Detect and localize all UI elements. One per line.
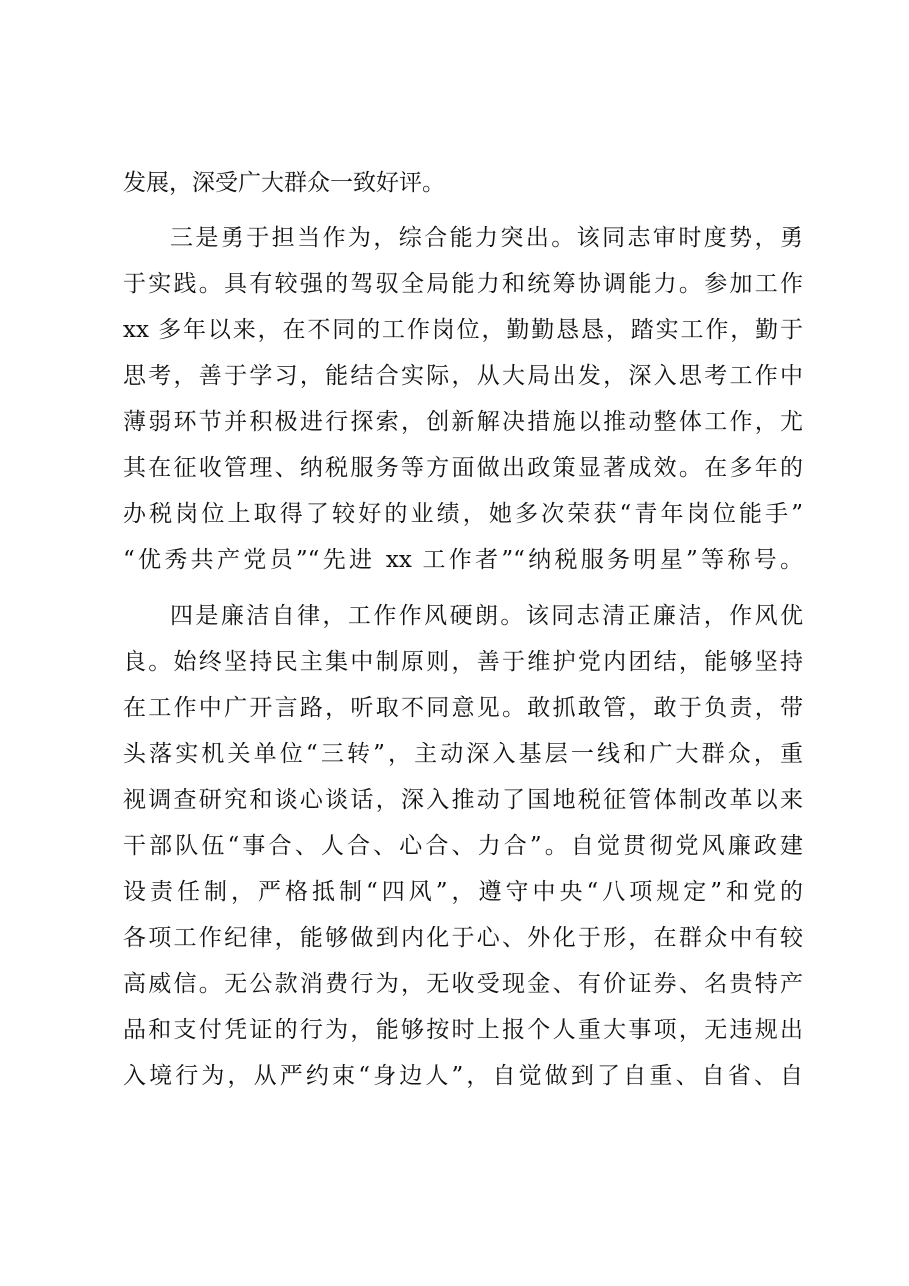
text-line-7: 其在征收管理、纳税服务等方面做出政策显著成效。在多年的 [123, 455, 803, 481]
text-line-9: “优秀共产党员”“先进 xx 工作者”“纳税服务明星”等称号。 [123, 547, 803, 573]
text-line-8: 办税岗位上取得了较好的业绩，她多次荣获“青年岗位能手” [123, 501, 803, 527]
text-line-3: 于实践。具有较强的驾驭全局能力和统筹协调能力。参加工作 [123, 271, 803, 297]
paragraph-3-first-line: 三是勇于担当作为，综合能力突出。该同志审时度势，勇 [170, 225, 803, 251]
paragraph-4-first-line: 四是廉洁自律，工作作风硬朗。该同志清正廉洁，作风优 [170, 603, 803, 629]
text-line-19: 品和支付凭证的行为，能够按时上报个人重大事项，无违规出 [123, 1017, 803, 1043]
text-line-20: 入境行为，从严约束“身边人”，自觉做到了自重、自省、自 [123, 1063, 803, 1089]
text-line-6: 薄弱环节并积极进行探索，创新解决措施以推动整体工作，尤 [123, 409, 803, 435]
text-line-17: 各项工作纪律，能够做到内化于心、外化于形，在群众中有较 [123, 925, 803, 951]
text-line-16: 设责任制，严格抵制“四风”，遵守中央“八项规定”和党的 [123, 879, 803, 905]
text-line-15: 干部队伍“事合、人合、心合、力合”。自觉贯彻党风廉政建 [123, 833, 803, 859]
text-line-14: 视调查研究和谈心谈话，深入推动了国地税征管体制改革以来 [123, 787, 803, 813]
text-line-11: 良。始终坚持民主集中制原则，善于维护党内团结，能够坚持 [123, 649, 803, 675]
text-line-12: 在工作中广开言路，听取不同意见。敢抓敢管，敢于负责，带 [123, 695, 803, 721]
text-line-18: 高威信。无公款消费行为，无收受现金、有价证券、名贵特产 [123, 971, 803, 997]
text-line-4: xx 多年以来，在不同的工作岗位，勤勤恳恳，踏实工作，勤于 [123, 317, 803, 343]
text-line-1: 发展，深受广大群众一致好评。 [123, 170, 445, 196]
text-line-13: 头落实机关单位“三转”，主动深入基层一线和广大群众，重 [123, 741, 803, 767]
text-line-5: 思考，善于学习，能结合实际，从大局出发，深入思考工作中 [123, 363, 803, 389]
